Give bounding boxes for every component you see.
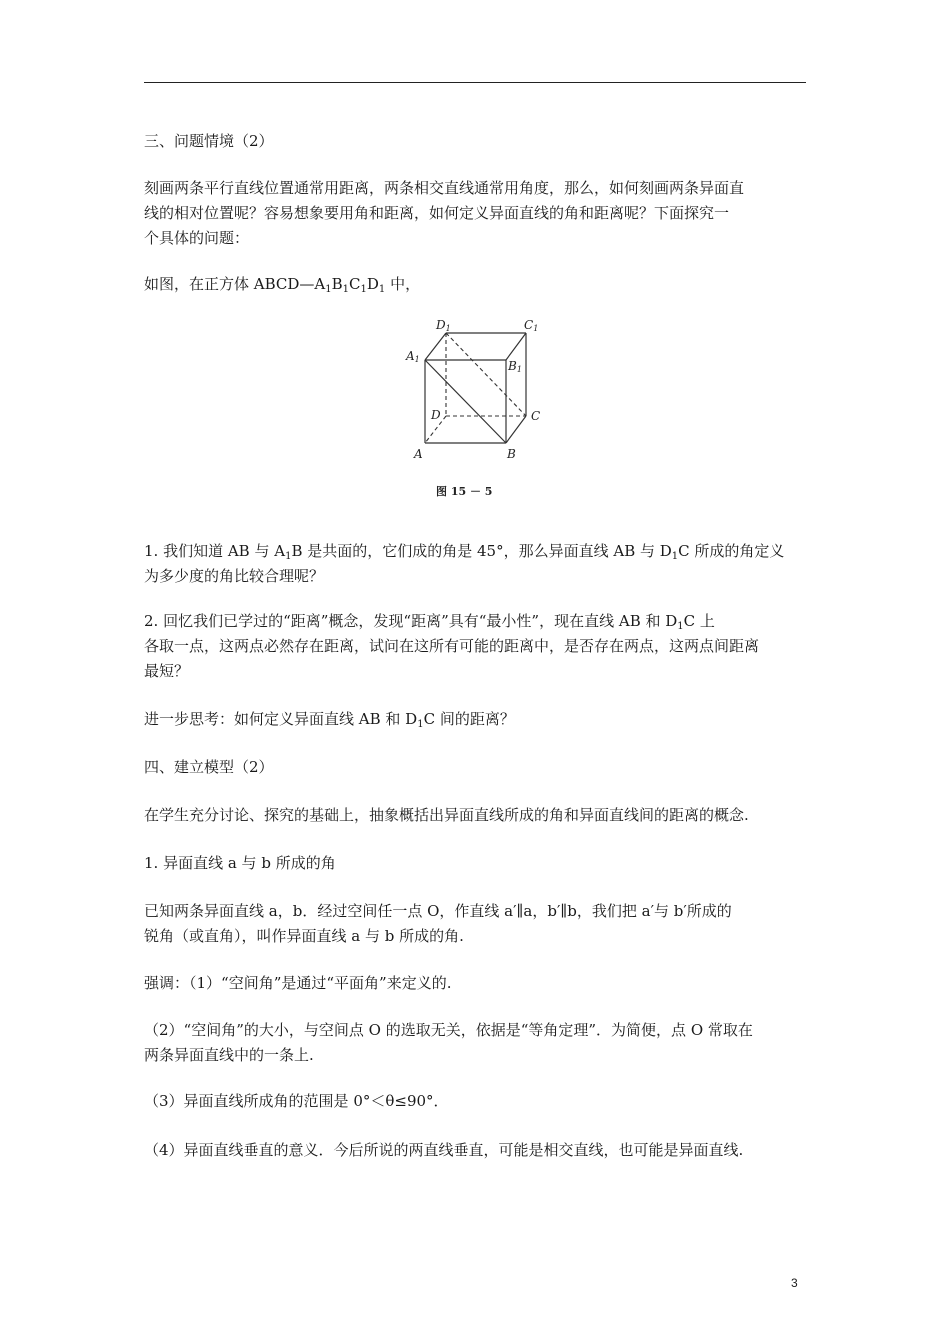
label-b1: B1 — [508, 359, 522, 374]
question-1: 1. 我们知道 AB 与 $A_1B$ 是共面的，它们成的角是 45°，那么异面直线 AB 与 $D_1C$ 所成的角定义 为多少度的角比较合理呢？ — [144, 542, 785, 585]
label-b: B — [507, 447, 516, 461]
cube-diagram — [400, 312, 560, 502]
emphasis-4: （4）异面直线垂直的意义．今后所说的两直线垂直，可能是相交直线，也可能是异面直线. — [144, 1141, 744, 1159]
figure-intro: 如图，在正方体 $ABCD—A_1B_1C_1D_1$ 中， — [144, 275, 421, 295]
item1-title: 1. 异面直线 a 与 b 所成的角 — [144, 854, 336, 872]
label-d1: D1 — [436, 318, 451, 333]
further-thinking: 进一步思考：如何定义异面直线 AB 和 $D_1C$ 间的距离？ — [144, 710, 515, 730]
label-a1: A1 — [406, 349, 420, 364]
section4-intro: 在学生充分讨论、探究的基础上，抽象概括出异面直线所成的角和异面直线间的距离的概念. — [144, 806, 749, 824]
section4-heading: 四、建立模型（2） — [144, 758, 274, 776]
emphasis-1: 强调：（1）“空间角”是通过“平面角”来定义的. — [144, 974, 452, 992]
figure-caption: 图 15 － 5 — [436, 485, 493, 498]
page-number: 3 — [791, 1276, 798, 1290]
section3-intro: 刻画两条平行直线位置通常用距离，两条相交直线通常用角度，那么，如何刻画两条异面直 线的相对位置呢？容易想象要用角和距离，如何定义异面直线的角和距离呢？下面探究一 个具体的问题： — [144, 179, 745, 247]
header-rule — [144, 82, 806, 83]
emphasis-2: （2）“空间角”的大小，与空间点 O 的选取无关，依据是“等角定理”．为简便，点 O 常取在 两条异面直线中的一条上. — [144, 1021, 753, 1064]
label-a: A — [414, 447, 423, 461]
cube-figure — [400, 312, 560, 502]
label-d: D — [431, 408, 441, 422]
label-c1: C1 — [524, 318, 539, 333]
emphasis-3: （3）异面直线所成角的范围是 0°＜θ≤90°． — [144, 1092, 449, 1110]
definition: 已知两条异面直线 a，b．经过空间任一点 O，作直线 a′∥a，b′∥b，我们把 a′与 b′所成的 锐角（或直角），叫作异面直线 a 与 b 所成的角. — [144, 902, 732, 945]
question-2: 2. 回忆我们已学过的“距离”概念，发现“距离”具有“最小性”，现在直线 AB 和 $D_1C$ 上 各取一点，这两点必然存在距离，试问在这所有可能的距离中，是否存在两点，这两点间距离 最短？ — [144, 612, 760, 680]
label-c: C — [531, 409, 541, 423]
section3-heading: 三、问题情境（2） — [144, 132, 274, 150]
